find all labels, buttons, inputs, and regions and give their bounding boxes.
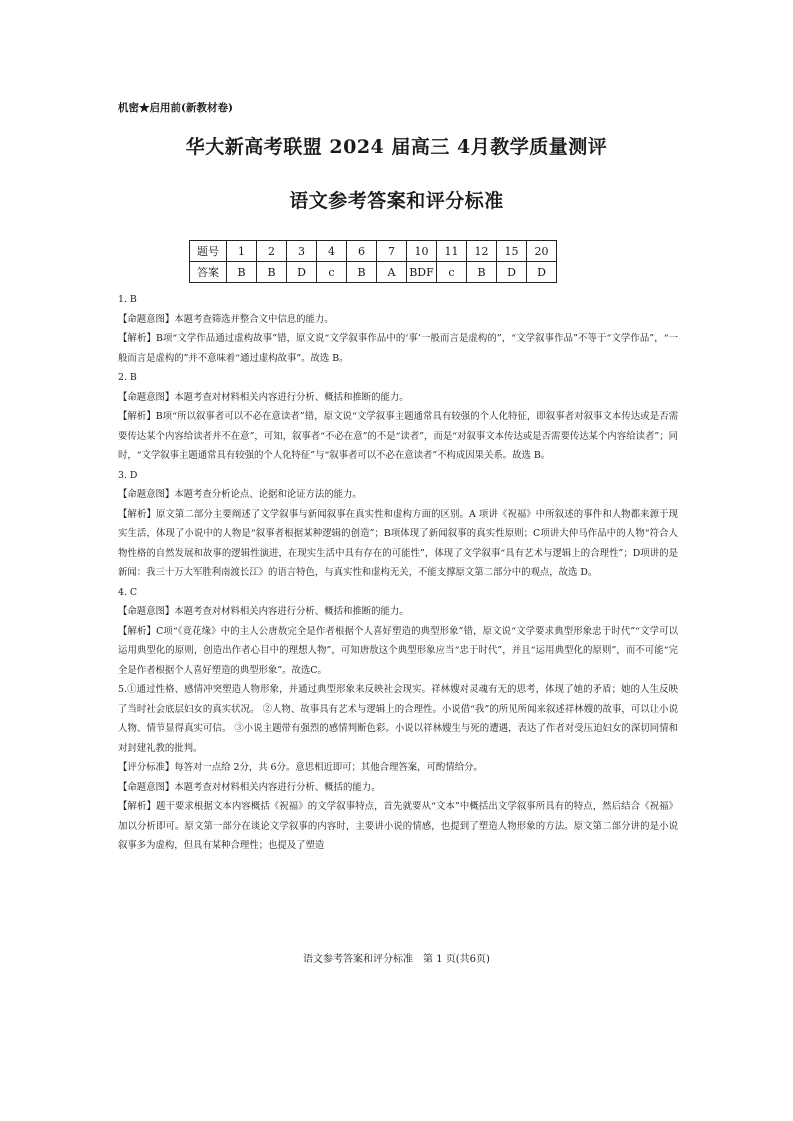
question-number: 2	[257, 241, 287, 262]
question-number: 6	[347, 241, 377, 262]
question-5-analysis: 【解析】题干要求根据文本内容概括《祝福》的文学叙事特点，首先就要从“文本”中概括出文学叙事所具有的特点，然后结合《祝福》加以分析即可。原文第一部分在谈论文学叙事的内容时，主要讲小说的情感，也提到了塑造人物形象的方法。原文第二部分讲的是小说叙事多为虚构，但具有某种合理性；也提及了塑造	[118, 801, 678, 851]
page-footer: 语文参考答案和评分标准 第 1 页(共6页)	[303, 954, 490, 965]
question-2-answer: 2. B	[118, 372, 137, 383]
confidential-label: 机密★启用前(新教材卷)	[118, 102, 233, 114]
answer-cell: c	[437, 262, 467, 283]
answer-cell: A	[377, 262, 407, 283]
question-4-analysis: 【解析】C项“《竟花缘》中的主人公唐敖完全是作者根据个人喜好塑造的典型形象”错，原文说“文学要求典型形象忠于时代”“文学可以运用典型化的原则，创造出作者心目中的理想人物”，可知唐敖这个典型形象应当“忠于时代”，并且“运用典型化的原则”，而不可能“完全是作者根据个人喜好塑造的典型形象”。故选C。	[118, 625, 678, 676]
question-3-intent: 【命题意图】本题考查分析论点、论据和论证方法的能力。	[118, 489, 362, 500]
question-number: 12	[467, 241, 497, 262]
answer-cell: c	[317, 262, 347, 283]
question-1-analysis: 【解析】B项“文学作品通过虚构故事”错，原文说“文学叙事作品中的‘事’一般而言是虚构的”，“文学叙事作品”不等于“文学作品”，“一般而言是虚构的”并不意味着“通过虚构故事”。故选 B。	[118, 333, 678, 364]
answer-cell: D	[497, 262, 527, 283]
question-number: 15	[497, 241, 527, 262]
question-number-row	[190, 241, 557, 262]
question-5-intent: 【命题意图】本题考查对材料相关内容进行分析、概括的能力。	[118, 781, 381, 793]
question-2-intent: 【命题意图】本题考查对材料相关内容进行分析、概括和推断的能力。	[118, 391, 409, 403]
question-3-answer: 3. D	[118, 469, 138, 481]
question-number: 11	[437, 241, 467, 262]
answer-cell: D	[287, 262, 317, 283]
question-5-scoring: 【评分标准】每答对一点给 2分，共 6分。意思相近即可；其他合理答案，可酌情给分。	[118, 762, 483, 773]
answer-cell: B	[347, 262, 377, 283]
question-number: 7	[377, 241, 407, 262]
row-label-answer: 答案	[190, 262, 227, 283]
question-3-analysis: 【解析】原文第二部分主要阐述了文学叙事与新闻叙事在真实性和虚构方面的区别。A 项讲《祝福》中所叙述的事件和人物都来源于现实生活，体现了小说中的人物是“叙事者根据某种逻辑的创造”；B项体现了新闻叙事的真实性原则；C项讲大仲马作品中的人物“符合人物性格的自然发展和故事的逻辑性演进，在现实生活中具有存在的可能性”，体现了文学叙事“具有艺术与逻辑上的合理性”；D项讲的是新闻：我三十万大军胜利南渡长江》的语言特色，与真实性和虚构无关，不能支撑原文第二部分中的观点，故选 D。	[118, 508, 678, 578]
document-subtitle: 语文参考答案和评分标准	[289, 190, 504, 212]
exam-title: 华大新高考联盟 2024 届高三 4月教学质量测评	[185, 136, 608, 158]
answer-cell: B	[257, 262, 287, 283]
question-number: 4	[317, 241, 347, 262]
answer-cell: B	[467, 262, 497, 283]
question-number: 1	[227, 241, 257, 262]
question-4-answer: 4. C	[118, 586, 138, 598]
question-4-intent: 【命题意图】本题考查对材料相关内容进行分析、概括和推断的能力。	[118, 606, 409, 617]
question-2-analysis: 【解析】B项“所以叙事者可以不必在意读者”错，原文说“文学叙事主题通常具有较强的个人化特征，即叙事者对叙事文本传达或是否需要传达某个内容给读者并不在意”，可知，叙事者“不必在意”的不是“读者”，而是“对叙事文本传达或是否需要传达某个内容给读者”；同时，“文学叙事主题通常具有较强的个人化特征”与“叙事者可以不必在意读者”不构成因果关系。故选 B。	[118, 411, 678, 461]
question-1-answer: 1. B	[118, 294, 137, 305]
answer-row	[190, 262, 557, 283]
row-label-number: 题号	[190, 241, 227, 262]
answer-table	[189, 240, 557, 283]
question-number: 20	[527, 241, 557, 262]
answer-cell: D	[527, 262, 557, 283]
question-1-intent: 【命题意图】本题考查筛选并整合文中信息的能力。	[118, 313, 334, 325]
answer-cell: BDF	[407, 262, 437, 283]
question-number: 10	[407, 241, 437, 262]
question-number: 3	[287, 241, 317, 262]
question-5-answer: 5.①通过性格、感情冲突塑造人物形象，并通过典型形象来反映社会现实。祥林嫂对灵魂有无的思考，体现了她的矛盾；她的人生反映了当时社会底层妇女的真实状况。 ②人物、故事具有艺术与逻辑上的合理性。小说借“我”的所见所闻来叙述祥林嫂的故事，可以让小说人物、情节显得真实可信。 ③小说主题带有强烈的感情判断色彩。小说以祥林嫂生与死的遭遇，表达了作者对受压迫妇女的深切同情和对封建礼教的批判。	[118, 684, 678, 754]
answer-explanations	[118, 290, 678, 856]
answer-cell: B	[227, 262, 257, 283]
